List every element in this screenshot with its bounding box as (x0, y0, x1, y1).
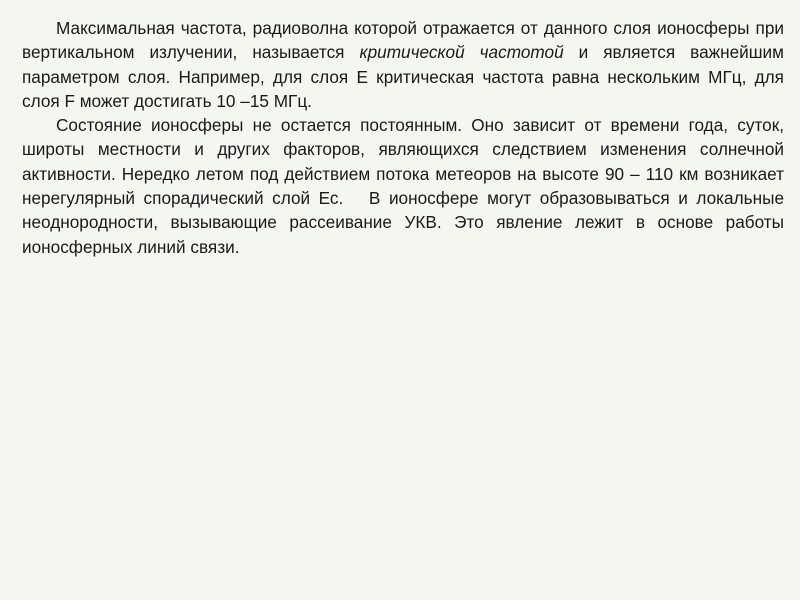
critical-frequency-term: критической частотой (359, 42, 564, 63)
paragraph-1-text-start: Максимальная частота, радиоволна которой отражается от данного слоя ионосферы при вертикальном излучении, называется (22, 18, 784, 63)
paragraph-2-text: Состояние ионосферы не остается постоянным. Оно зависит от времени года, суток, широты местности и других факторов, являющихся следствием изменения солнечной активности. Нередко летом под действием потока метеоров на высоте 90 – 110 км возникает нерегулярный спорадический слой Ес. В ионосфере могут образовываться и локальные неоднородности, вызывающие рассеивание УКВ. Это явление лежит в основе работы ионосферных линий связи. (22, 115, 789, 257)
paragraph-critical-frequency (22, 16, 784, 113)
paragraph-1-text-end: и является важнейшим параметром слоя. Например, для слоя Е критическая частота равна нескольким МГц, для слоя F может достигать 10 –15 МГц. (22, 42, 784, 111)
body-text (22, 16, 789, 259)
paragraph-ionosphere-state (22, 113, 789, 259)
